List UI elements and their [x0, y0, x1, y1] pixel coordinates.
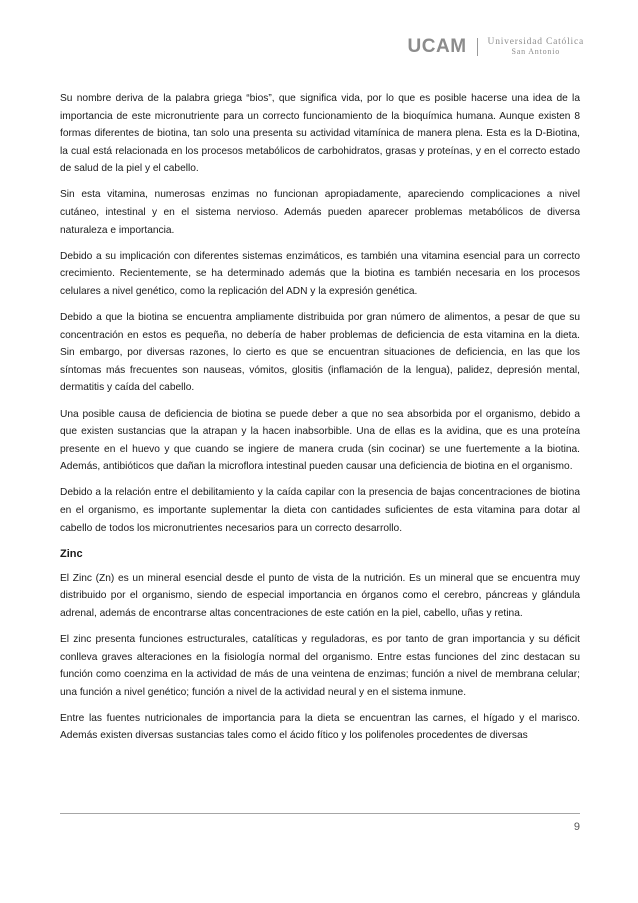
paragraph: Su nombre deriva de la palabra griega “bios”, que significa vida, por lo que es posible hacerse una idea de la importancia de este micronutriente para un correcto funcionamiento de la bioquímica humana. Aunque existen 8 formas diferentes de biotina, tan solo una presenta su actividad vitamínica de manera plena. Esta es la D-Biotina, la cual está relacionada en los procesos metabólicos de carbohidratos, grasas y proteínas, y en el correcto estado de salud de la piel y el cabello. — [60, 93, 580, 175]
paragraph: Una posible causa de deficiencia de biotina se puede deber a que no sea absorbida por el organismo, debido a que existen sustancias que la atrapan y la hacen inabsorbible. Una de ellas es la avidina, que es una proteína presente en el huevo y que cuando se ingiere de manera cruda (sin cocinar) se une fuertemente a la biotina. Además, antibióticos que dañan la microflora intestinal pueden causar una deficiencia de biotina en el organismo. — [60, 408, 580, 473]
paragraph: El Zinc (Zn) es un mineral esencial desde el punto de vista de la nutrición. Es un mineral que se encuentra muy distribuido por el organismo, siendo de especial importancia en órganos como el cerebro, páncreas y glándula adrenal, además de encontrarse altas concentraciones de este catión en la piel, cabello, uñas y retina. — [60, 572, 580, 619]
document-body — [60, 90, 580, 754]
paragraph: Debido a su implicación con diferentes sistemas enzimáticos, es también una vitamina esencial para un correcto crecimiento. Recientemente, se ha determinado además que la biotina es también necesaria en los procesos celulares a nivel genético, como la replicación del ADN y la expresión genética. — [60, 250, 580, 297]
university-line2: San Antonio — [511, 47, 561, 56]
paragraph: Debido a la relación entre el debilitamiento y la caída capilar con la presencia de bajas concentraciones de biotina en el organismo, es importante suplementar la dieta con cantidades suficientes de esta vitamina para dotar al cabello de todos los micronutrientes necesarios para un correcto desarrollo. — [60, 487, 580, 534]
paragraph: Entre las fuentes nutricionales de importancia para la dieta se encuentran las carnes, el hígado y el marisco. Además existen diversas sustancias tales como el ácido fítico y los polifenoles procedentes de diversas — [60, 712, 580, 742]
section-heading-zinc: Zinc — [60, 547, 83, 560]
logo-separator — [477, 38, 478, 56]
ucam-logo: UCAM — [407, 36, 467, 57]
page-number: 9 — [573, 821, 580, 833]
paragraph: Sin esta vitamina, numerosas enzimas no funcionan apropiadamente, apareciendo complicaciones a nivel cutáneo, intestinal y en el sistema nervioso. Además pueden aparecer problemas metabólicos de diversa naturaleza e importancia. — [60, 189, 580, 236]
footer-divider — [60, 813, 580, 814]
paragraph: El zinc presenta funciones estructurales, catalíticas y reguladoras, es por tanto de gran importancia y su déficit conlleva graves alteraciones en la fisiología normal del organismo. Entre estas funciones del zinc destacan su función como coenzima en la actividad de más de una veintena de enzimas; función a nivel de membrana celular; una función a nivel genético; función a nivel de la actividad neural y en el sistema inmune. — [60, 633, 580, 698]
university-name — [488, 38, 584, 56]
paragraph: Debido a que la biotina se encuentra ampliamente distribuida por gran número de alimentos, a pesar de que su concentración en estos es pequeña, no debería de haber problemas de deficiencia de esta vitamina en la dieta. Sin embargo, por diversas razones, lo cierto es que se encuentran situaciones de deficiencia, en las que los síntomas más frecuentes son nauseas, vómitos, glositis (inflamación de la lengua), palidez, depresión mental, dermatitis y caída del cabello. — [60, 312, 580, 394]
page-header — [408, 36, 584, 58]
university-line1: Universidad Católica — [487, 37, 584, 47]
